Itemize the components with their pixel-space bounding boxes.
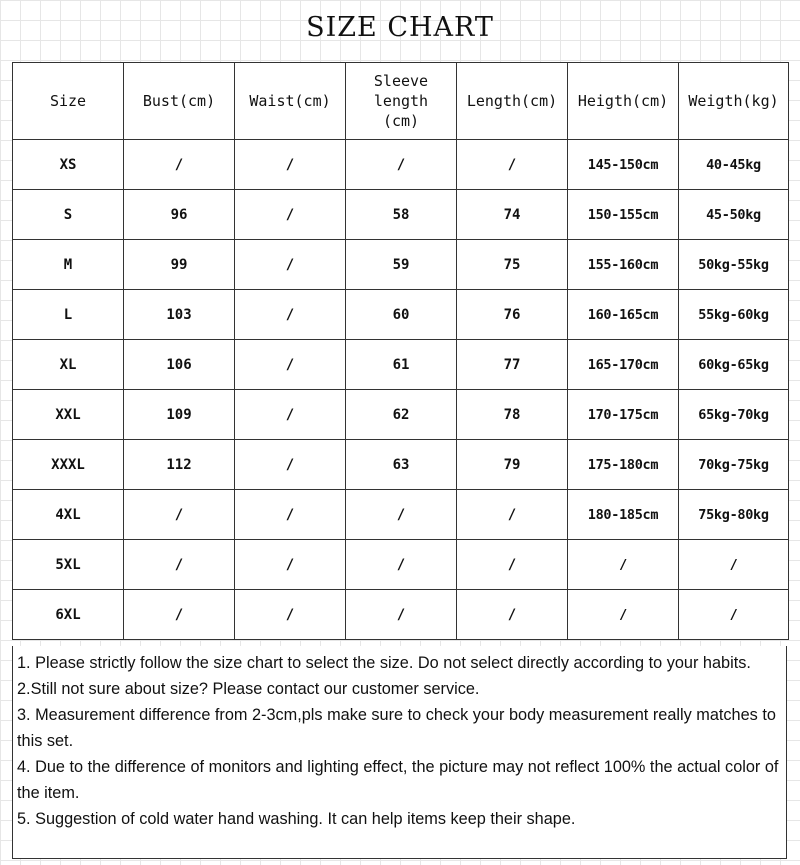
table-body bbox=[13, 140, 789, 640]
cell-bust: 109 bbox=[124, 390, 235, 440]
table-row bbox=[13, 290, 789, 340]
cell-bust: 99 bbox=[124, 240, 235, 290]
cell-waist: / bbox=[235, 190, 346, 240]
note-5: 5. Suggestion of cold water hand washing. It can help items keep their shape. bbox=[17, 810, 576, 828]
cell-length: 75 bbox=[457, 240, 568, 290]
cell-length: / bbox=[457, 540, 568, 590]
cell-height: 160-165cm bbox=[568, 290, 679, 340]
cell-bust: 103 bbox=[124, 290, 235, 340]
table-row bbox=[13, 390, 789, 440]
table-row bbox=[13, 140, 789, 190]
cell-waist: / bbox=[235, 540, 346, 590]
cell-weight: 45-50kg bbox=[679, 190, 789, 240]
cell-bust: / bbox=[124, 140, 235, 190]
cell-sleeve-length: 59 bbox=[346, 240, 457, 290]
cell-height: 165-170cm bbox=[568, 340, 679, 390]
cell-height: / bbox=[568, 590, 679, 640]
cell-sleeve-length: 58 bbox=[346, 190, 457, 240]
table-row bbox=[13, 490, 789, 540]
note-1: 1. Please strictly follow the size chart to select the size. Do not select directly according to your habits. bbox=[17, 654, 751, 672]
cell-sleeve-length: 60 bbox=[346, 290, 457, 340]
cell-height: / bbox=[568, 540, 679, 590]
cell-length: / bbox=[457, 590, 568, 640]
cell-waist: / bbox=[235, 490, 346, 540]
cell-sleeve-length: / bbox=[346, 140, 457, 190]
cell-size: XS bbox=[13, 140, 124, 190]
header-sleeve-length: Sleeve length (cm) bbox=[346, 63, 457, 140]
cell-length: 76 bbox=[457, 290, 568, 340]
table-row bbox=[13, 240, 789, 290]
cell-waist: / bbox=[235, 590, 346, 640]
header-waist: Waist(cm) bbox=[235, 63, 346, 140]
cell-weight: 75kg-80kg bbox=[679, 490, 789, 540]
note-2: 2.Still not sure about size? Please contact our customer service. bbox=[17, 680, 480, 698]
table-row bbox=[13, 540, 789, 590]
cell-sleeve-length: / bbox=[346, 490, 457, 540]
header-height: Heigth(cm) bbox=[568, 63, 679, 140]
cell-weight: 60kg-65kg bbox=[679, 340, 789, 390]
cell-length: / bbox=[457, 490, 568, 540]
cell-weight: 40-45kg bbox=[679, 140, 789, 190]
cell-weight: / bbox=[679, 540, 789, 590]
cell-weight: 50kg-55kg bbox=[679, 240, 789, 290]
size-chart-table bbox=[12, 62, 789, 640]
table-row bbox=[13, 590, 789, 640]
cell-size: XL bbox=[13, 340, 124, 390]
table-row bbox=[13, 340, 789, 390]
cell-size: S bbox=[13, 190, 124, 240]
cell-length: 78 bbox=[457, 390, 568, 440]
cell-sleeve-length: / bbox=[346, 540, 457, 590]
cell-size: M bbox=[13, 240, 124, 290]
cell-size: 5XL bbox=[13, 540, 124, 590]
table-row bbox=[13, 440, 789, 490]
cell-weight: 55kg-60kg bbox=[679, 290, 789, 340]
cell-sleeve-length: 63 bbox=[346, 440, 457, 490]
cell-bust: / bbox=[124, 540, 235, 590]
cell-height: 155-160cm bbox=[568, 240, 679, 290]
cell-height: 175-180cm bbox=[568, 440, 679, 490]
cell-weight: 65kg-70kg bbox=[679, 390, 789, 440]
cell-length: 79 bbox=[457, 440, 568, 490]
notes-box bbox=[12, 646, 787, 859]
cell-waist: / bbox=[235, 440, 346, 490]
cell-size: XXL bbox=[13, 390, 124, 440]
cell-length: / bbox=[457, 140, 568, 190]
cell-sleeve-length: / bbox=[346, 590, 457, 640]
page-title: SIZE CHART bbox=[306, 12, 494, 43]
cell-bust: / bbox=[124, 590, 235, 640]
note-3: 3. Measurement difference from 2-3cm,pls make sure to check your body measurement really matches to this set. bbox=[17, 706, 776, 750]
cell-size: 6XL bbox=[13, 590, 124, 640]
cell-bust: 112 bbox=[124, 440, 235, 490]
cell-weight: 70kg-75kg bbox=[679, 440, 789, 490]
cell-height: 150-155cm bbox=[568, 190, 679, 240]
note-4: 4. Due to the difference of monitors and lighting effect, the picture may not reflect 100% the actual color of the item. bbox=[17, 758, 779, 802]
cell-waist: / bbox=[235, 390, 346, 440]
cell-waist: / bbox=[235, 340, 346, 390]
cell-height: 170-175cm bbox=[568, 390, 679, 440]
cell-bust: 106 bbox=[124, 340, 235, 390]
header-bust: Bust(cm) bbox=[124, 63, 235, 140]
header-weight: Weigth(kg) bbox=[679, 63, 789, 140]
cell-waist: / bbox=[235, 240, 346, 290]
header-length: Length(cm) bbox=[457, 63, 568, 140]
cell-waist: / bbox=[235, 140, 346, 190]
cell-length: 74 bbox=[457, 190, 568, 240]
cell-bust: 96 bbox=[124, 190, 235, 240]
cell-size: 4XL bbox=[13, 490, 124, 540]
cell-length: 77 bbox=[457, 340, 568, 390]
cell-waist: / bbox=[235, 290, 346, 340]
table-row bbox=[13, 190, 789, 240]
cell-bust: / bbox=[124, 490, 235, 540]
header-size: Size bbox=[13, 63, 124, 140]
cell-weight: / bbox=[679, 590, 789, 640]
cell-size: XXXL bbox=[13, 440, 124, 490]
cell-sleeve-length: 61 bbox=[346, 340, 457, 390]
cell-size: L bbox=[13, 290, 124, 340]
cell-height: 180-185cm bbox=[568, 490, 679, 540]
cell-sleeve-length: 62 bbox=[346, 390, 457, 440]
cell-height: 145-150cm bbox=[568, 140, 679, 190]
header-row bbox=[13, 63, 789, 140]
